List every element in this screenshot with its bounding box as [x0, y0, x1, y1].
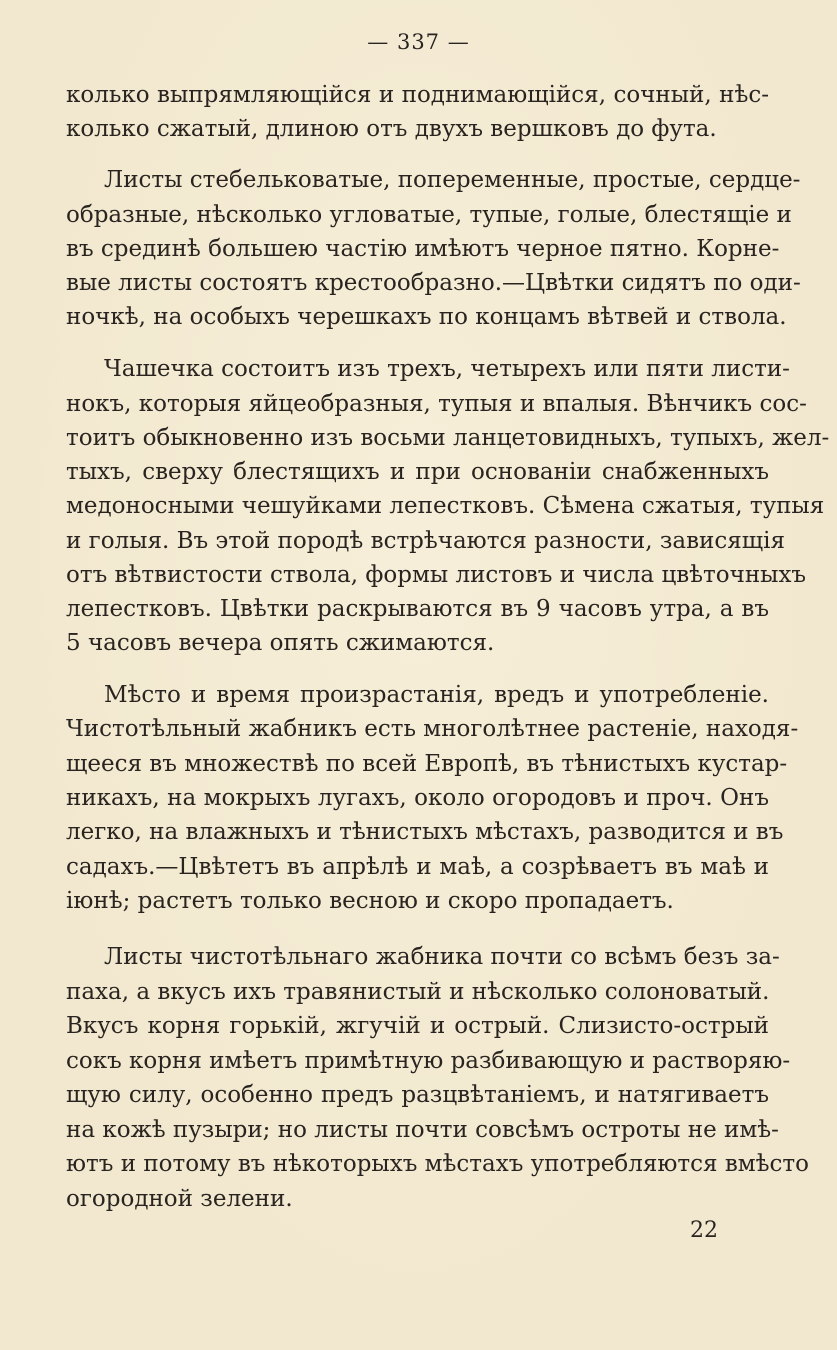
text-line: паха, а вкусъ ихъ травянистый и нѣсколько солоноватый. [66, 979, 770, 1005]
text-line: Чистотѣльный жабникъ есть многолѣтнее растеніе, находя- [66, 716, 799, 742]
page-number: — 337 — [367, 30, 470, 54]
text-line: Листы стебельковатые, попеременные, простые, сердце- [104, 167, 801, 193]
text-line: Вкусъ корня горькій, жгучій и острый. Слизисто-острый [66, 1013, 769, 1039]
text-line: колько сжатый, длиною отъ двухъ вершковъ до фута. [66, 116, 717, 142]
text-line: тоитъ обыкновенно изъ восьми ланцетовидныхъ, тупыхъ, жел- [66, 425, 830, 451]
text-line: отъ вѣтвистости ствола, формы листовъ и числа цвѣточныхъ [66, 562, 807, 588]
text-line: іюнѣ; растетъ только весною и скоро пропадаетъ. [66, 888, 674, 914]
text-line: на кожѣ пузыри; но листы почти совсѣмъ остроты не имѣ- [66, 1117, 779, 1143]
text-line: и голыя. Въ этой породѣ встрѣчаются разности, зависящія [66, 528, 786, 554]
text-line: легко, на влажныхъ и тѣнистыхъ мѣстахъ, разводится и въ [66, 819, 784, 845]
text-line: сокъ корня имѣетъ примѣтную разбивающую и растворяю- [66, 1048, 791, 1074]
text-line: въ срединѣ большею частію имѣютъ черное пятно. Корне- [66, 236, 780, 262]
text-line: щееся въ множествѣ по всей Европѣ, въ тѣнистыхъ кустар- [66, 751, 788, 777]
text-line: нокъ, которыя яйцеобразныя, тупыя и впалыя. Вѣнчикъ сос- [66, 391, 807, 417]
text-line: лепестковъ. Цвѣтки раскрываются въ 9 часовъ утра, а въ [66, 596, 769, 622]
text-line: тыхъ, сверху блестящихъ и при основаніи снабженныхъ [66, 459, 769, 485]
text-line: колько выпрямляющійся и поднимающійся, сочный, нѣс- [66, 82, 769, 108]
text-line: ночкѣ, на особыхъ черешкахъ по концамъ вѣтвей и ствола. [66, 304, 787, 330]
text-line: огородной зелени. [66, 1186, 293, 1212]
signature-mark: 22 [690, 1218, 718, 1243]
text-line: Чашечка состоитъ изъ трехъ, четырехъ или пяти листи- [104, 356, 790, 382]
text-line: никахъ, на мокрыхъ лугахъ, около огородовъ и проч. Онъ [66, 785, 769, 811]
text-line: щую силу, особенно предъ разцвѣтаніемъ, и натягиваетъ [66, 1082, 769, 1108]
text-line: медоносными чешуйками лепестковъ. Сѣмена сжатыя, тупыя [66, 493, 825, 519]
text-line: вые листы состоятъ крестообразно.—Цвѣтки сидятъ по оди- [66, 270, 801, 296]
text-line: ютъ и потому въ нѣкоторыхъ мѣстахъ употребляются вмѣсто [66, 1151, 809, 1177]
text-line: Листы чистотѣльнаго жабника почти со всѣмъ безъ за- [104, 944, 780, 970]
text-line: 5 часовъ вечера опять сжимаются. [66, 630, 495, 656]
text-line: садахъ.—Цвѣтетъ въ апрѣлѣ и маѣ, а созрѣваетъ въ маѣ и [66, 854, 769, 880]
text-line: образные, нѣсколько угловатые, тупые, голые, блестящіе и [66, 202, 792, 228]
section-heading-line: Мѣсто и время произрастанія, вредъ и употребленіе. [104, 682, 769, 708]
